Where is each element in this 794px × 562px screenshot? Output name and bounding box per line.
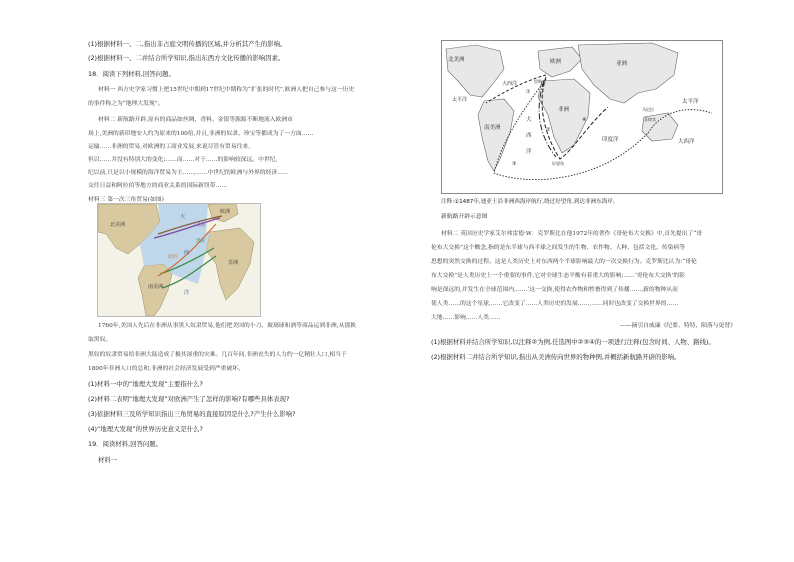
map2-label-manila: 马尼拉	[642, 107, 654, 112]
map2-label-south-america: 南美洲	[484, 125, 501, 131]
material-18-3-line4: 1800年非洲人口的总和,非洲的社会经济发展受到严重破坏。	[88, 366, 244, 372]
material-18-1-line1: 材料一 西方史学家习惯上把15世纪中期到17世纪中期称为“扩张的时代”,欧洲人把自己参与这一历史	[98, 87, 355, 93]
map2-label-north-america: 北美洲	[448, 57, 465, 63]
material-18-2-line4: 但以……并没有特别大的变化;……而……对于……的影响较深远。中世纪,	[88, 157, 278, 163]
question-18-3: (3)依据材料三及所学知识指出三角贸易的直接原因是什么?产生什么影响?	[88, 410, 296, 418]
material-18-3-line3: 黑奴的奴隶贸易给非洲大陆造成了极其深重的灾难。几百年间,非洲丧失的人力约一亿精壮人口,相当于	[88, 352, 347, 358]
map2-label-ocean-da: 大	[526, 117, 532, 123]
map2-label-atlantic-ocean-east: 大西洋	[678, 139, 695, 145]
material-19-2-line5: 响是深远的,并发生在全球范围内,……‘这一交换,使得农作物和牲畜得到了传播……,新的物种从而	[431, 287, 678, 293]
question-18-2: (2)材料二表明“地理大发现”对欧洲产生了怎样的影响?有哪些具体表现?	[88, 395, 290, 403]
material-18-2-line6: 交往日益和阿拉伯等地方的商业关系的国际新纽带……	[88, 183, 228, 189]
question-19-material-1: 材料一	[98, 456, 118, 464]
map2-title: 新航路开辟示意图	[441, 214, 488, 220]
map2-label-cape-of-good-hope: 好望角	[552, 161, 564, 166]
question-17-1: (1)根据材料一、二,指出非占庭文明传播的区域,并分析其产生的影响。	[88, 40, 287, 48]
material-19-2-line1: 材料二 英国历史学家艾尔弗雷德·W．克罗斯比在他1972年的著作《哥伦布大交换》中,首先提出了“哥	[441, 231, 703, 237]
material-19-2-line4: 布大交换”是人类历史上一个重要的事件,它对全球生态平衡有着重大的影响;……‘哥伦布大交换’的影	[431, 273, 685, 279]
new-sea-route-map	[441, 40, 723, 194]
map2-label-lisbon: 里斯本	[534, 79, 546, 84]
map2-label-philippines: 菲律宾	[644, 117, 656, 122]
map2-label-africa: 非洲	[558, 107, 570, 113]
material-18-3-title: 材料三 第一次三角贸易(如图)	[88, 197, 164, 203]
material-18-3-line1: 1760年,美国人先后在非洲从事黑人奴隶贸易,他们把美国的小刀、玻璃球和酒等商品运到非洲,从那换	[98, 323, 356, 329]
question-18-1: (1)材料一中的“地理大发现”主要指什么?	[88, 380, 203, 388]
question-18-4: (4)“地理大发现”的世界历史意义是什么?	[88, 425, 203, 433]
material-18-2-line1: 材料二 新航路开辟,原有的商品如丝绸、香料、金银等源源不断地流入欧洲市	[98, 117, 293, 123]
map2-label-pacific-ocean: 太平洋	[682, 99, 699, 105]
map2-label-indian-ocean: 印度洋	[602, 137, 619, 143]
map1-label-raw-materials: 原料	[168, 255, 177, 260]
map2-route-marker-3: ③	[512, 161, 517, 167]
material-19-2-line3: 思想的突然交换的过程。这是人类历史上对东西两个半球影响最大的一次交换行为。克罗斯比认为:“哥伦	[431, 259, 697, 265]
map1-label-africa: 非洲	[228, 260, 239, 266]
map2-label-asia: 亚洲	[616, 61, 628, 67]
map1-label-europe: 欧洲	[220, 209, 231, 215]
question-19-2: (2)根据材料二并结合所学知识,指出从美洲传向世界的物种例,并概括新航路开辟的影响。	[431, 353, 681, 361]
map2-route-marker-2: ②	[546, 127, 551, 133]
map1-label-slaves: 黑奴	[196, 239, 205, 244]
material-19-2-line6: 使人类……的这个星球,……它改变了……人类历史的发展……,……同时也改变了交换世界的……	[431, 301, 679, 307]
question-19-1: (1)根据材料并结合所学知识,以注释②为例,任选图中②③④的一项进行注释(包含时间、人物、路线)。	[431, 338, 715, 346]
map1-label-ocean-3: 洋	[184, 290, 190, 296]
material-18-2-line5: 纪以前,只是以小规模的海洋贸易为主……,……中世纪的欧洲与外界的经济……	[88, 170, 289, 176]
map2-label-ocean-yang: 洋	[526, 149, 532, 155]
material-19-2-line2: 伦布大交换”这个概念,指的是东半球与西半球之间发生的生物、农作物、人种、包括文化、传染病等	[431, 245, 686, 251]
material-18-2-line3: 运输……非洲的贸易,对欧洲的工商业发展,来说尽管有贸易往来,	[88, 144, 251, 150]
question-17-2: (2)根据材料一、二并结合所学知识,指出东西方文化传播的影响因素。	[88, 54, 285, 62]
material-18-1-line2: 的事件称之为“地理大发现”。	[88, 101, 164, 107]
question-19-heading: 19．阅读材料,回答问题。	[88, 440, 163, 448]
material-19-2-line7: 大地……影响……人类……	[431, 315, 501, 321]
map1-label-south-america: 南美洲	[148, 284, 164, 290]
map1-label-north-america: 北美洲	[110, 222, 126, 228]
material-18-3-line2: 取黑奴。	[88, 337, 112, 343]
map2-label-europe: 欧洲	[550, 59, 562, 65]
question-18-heading: 18．阅读下列材料,回答问题。	[88, 70, 175, 78]
map2-route-marker-1: ①	[526, 89, 531, 95]
map1-label-industrial-goods: 工业品	[192, 223, 206, 228]
map1-label-ocean-1: 大	[180, 214, 186, 220]
map2-route-marker-4: ④	[582, 117, 587, 123]
material-19-2-citation: ——摘引自威廉《纪要、特特、陨落与更替》	[620, 323, 736, 329]
triangle-trade-map	[97, 203, 261, 317]
material-18-2-line2: 场上,美洲的新印地安人约为原来的100倍,并且,非洲的奴隶、珍宝等都成为了一方面……	[88, 131, 314, 137]
map2-label-atlantic-ocean-west: 大西洋	[502, 81, 518, 87]
map1-label-ocean-2: 西	[184, 250, 190, 256]
map2-label-pacific-ocean-west: 太平洋	[452, 97, 468, 103]
map2-caption: 注释:①1487年,迪亚士沿非洲西海岸航行,绕过好望角,到达非洲东海岸。	[441, 199, 619, 205]
map2-label-ocean-xi: 西	[526, 133, 532, 139]
